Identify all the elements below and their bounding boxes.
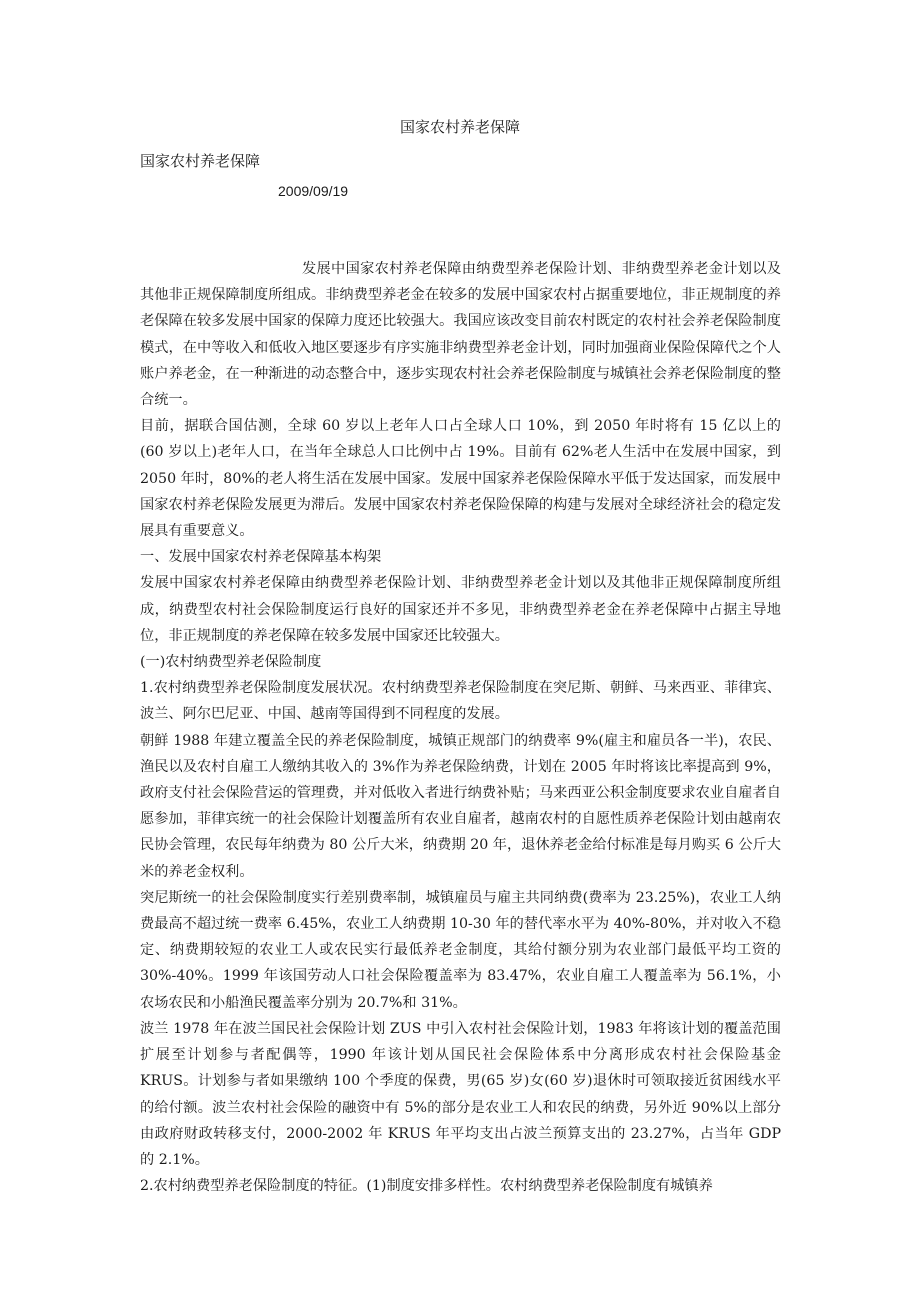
document-title: 国家农村养老保障 — [399, 118, 520, 136]
paragraph: 波兰 1978 年在波兰国民社会保险计划 ZUS 中引入农村社会保险计划，1983 年将该计划的覆盖范围扩展至计划参与者配偶等，1990 年该计划从国民社会保险体系中分离形成农村社会保险基金 KRUS。计划参与者如果缴纳 100 个季度的保费，男(65 岁)女(60 岁)退休时可领取接近贫困线水平的给付额。波兰农村社会保险的融资中有 5%的部分是农业工人和农民的纳费，另外近 90%以上部分由政府财政转移支付，2000-2002 年 KRUS 年平均支出占波兰预算支出的 23.27%，占当年 GDP 的 2.1%。 — [140, 1020, 781, 1168]
subsection-heading: (一)农村纳费型养老保险制度 — [140, 654, 322, 671]
paragraph: 朝鲜 1988 年建立覆盖全民的养老保险制度，城镇正规部门的纳费率 9%(雇主和雇员各一半)，农民、渔民以及农村自雇工人缴纳其收入的 3%作为养老保险纳费，计划在 2005 年时将该比率提高到 9%，政府支付社会保险营运的管理费，并对低收入者进行纳费补贴；马来西亚公积金制度要求农业自雇者自愿参加，菲律宾统一的社会保险计划覆盖所有农业自雇者，越南农村的自愿性质养老保险计划由越南农民协会管理，农民每年纳费为 80 公斤大米，纳费期 20 年，退休养老金给付标准是每月购买 6 公斤大米的养老金权利。 — [140, 732, 781, 880]
paragraph-intro: 发展中国家农村养老保障由纳费型养老保险计划、非纳费型养老金计划以及其他非正规保障制度所组成。非纳费型养老金在较多的发展中国家农村占据重要地位，非正规制度的养老保障在较多发展中国家的保障力度还比较强大。我国应该改变目前农村既定的农村社会养老保险制度模式，在中等收入和低收入地区要逐步有序实施非纳费型养老金计划，同时加强商业保险保障代之个人账户养老金，在一种渐进的动态整合中，逐步实现农村社会养老保险制度与城镇社会养老保险制度的整合统一。 — [140, 261, 781, 409]
document-body — [140, 256, 781, 1199]
paragraph: 1.农村纳费型养老保险制度发展状况。农村纳费型养老保险制度在突尼斯、朝鲜、马来西亚、菲律宾、波兰、阿尔巴尼亚、中国、越南等国得到不同程度的发展。 — [140, 680, 781, 723]
document-date: 2009/09/19 — [278, 183, 349, 199]
paragraph: 突尼斯统一的社会保险制度实行差别费率制，城镇雇员与雇主共同纳费(费率为 23.25%)，农业工人纳费最高不超过统一费率 6.45%，农业工人纳费期 10-30 年的替代率水平为 40%-80%，并对收入不稳定、纳费期较短的农业工人或农民实行最低养老金制度，其给付额分别为农业部门最低平均工资的 30%-40%。1999 年该国劳动人口社会保险覆盖率为 83.47%，农业自雇工人覆盖率为 56.1%，小农场农民和小船渔民覆盖率分别为 20.7%和 31%。 — [140, 889, 781, 1011]
paragraph: 目前，据联合国估测，全球 60 岁以上老年人口占全球人口 10%，到 2050 年时将有 15 亿以上的(60 岁以上)老年人口，在当年全球总人口比例中占 19%。目前有 62%老人生活中在发展中国家，到 2050 年时，80%的老人将生活在发展中国家。发展中国家养老保险保障水平低于发达国家，而发展中国家农村养老保险发展更为滞后。发展中国家农村养老保险保障的构建与发展对全球经济社会的稳定发展具有重要意义。 — [140, 418, 781, 540]
paragraph: 2.农村纳费型养老保险制度的特征。(1)制度安排多样性。农村纳费型养老保险制度有城镇养 — [140, 1178, 713, 1195]
document-subtitle: 国家农村养老保障 — [140, 152, 261, 170]
paragraph: 发展中国家农村养老保障由纳费型养老保险计划、非纳费型养老金计划以及其他非正规保障制度所组成，纳费型农村社会保险制度运行良好的国家还并不多见，非纳费型养老金在养老保障中占据主导地位，非正规制度的养老保障在较多发展中国家还比较强大。 — [140, 575, 781, 644]
section-heading: 一、发展中国家农村养老保障基本构架 — [140, 549, 382, 566]
